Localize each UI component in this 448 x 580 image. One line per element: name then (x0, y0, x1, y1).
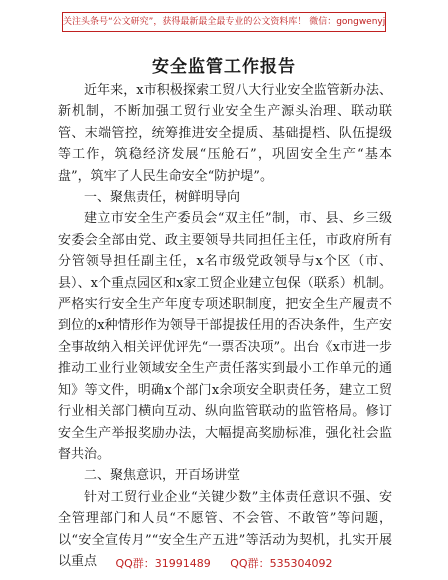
footer-qq-group-2: QQ群：535304092 (230, 557, 333, 570)
section-heading-1: 一、聚焦责任，树鲜明导向 (84, 190, 241, 206)
footer-qq-group-1: QQ群：31991489 (115, 557, 211, 570)
paragraph-section-1: 建立市安全生产委员会“双主任”制，市、县、乡三级安委会全部由党、政主要领导共同担任主任，市政府所有分管领导担任副主任，x名市级党政领导与x个区（市、县）、x个重点园区和x家工贸企业建立包保（联系）机制。严格实行安全生产年度专项述职制度，把安全生产履责不到位的x种情形作为领导干部提拔任用的否决条件，生产安全事故纳入相关评优评先“一票否决项”。出台《x市进一步推动工业行业领域安全生产责任落实到最小工作单元的通知》等文件，明确x个部门x余项安全职责任务，建立工贸行业相关部门横向互动、纵向监管联动的监管格局。修订安全生产举报奖励办法，大幅提高奖励标准，强化社会监督共治。 (58, 211, 392, 462)
promo-banner: 关注头条号“公文研究”，获得最新最全最专业的公文资料库！ 微信：gongwenyj (62, 12, 386, 32)
footer-contact (0, 555, 448, 571)
section-heading-2: 二、聚焦意识，开百场讲堂 (84, 468, 241, 484)
paragraph-section-2: 针对工贸行业企业“关键少数”主体责任意识不强、安全管理部门和人员“不愿管、不会管、不敢管”等问题，以“安全宣传月”“安全生产五进”等活动为契机，扎实开展以重点 (58, 489, 392, 569)
document-title: 安全监管工作报告 (152, 57, 296, 77)
document-body (58, 80, 392, 572)
paragraph-intro: 近年来，x市积极探索工贸八大行业安全监管新办法、新机制，不断加强工贸行业安全生产源头治理、联动联管、末端管控，统筹推进安全提质、基础提档、队伍提级等工作，筑稳经济发展“压舱石”，巩固安全生产“基本盘”，筑牢了人民生命安全“防护堤”。 (58, 83, 392, 184)
